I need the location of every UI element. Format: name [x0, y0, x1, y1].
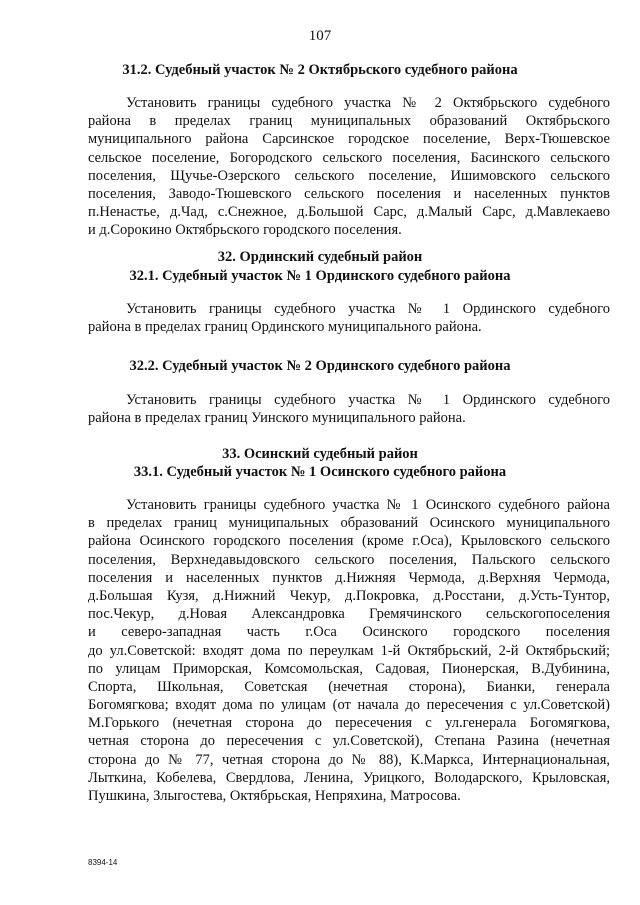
page-number: 107 — [308, 28, 332, 44]
text-line: района в пределах границ Ординского муниципального района. — [88, 319, 482, 336]
text-line: и д.Сорокино Октябрьского городского поселения. — [88, 222, 402, 239]
paragraph-32-1 — [88, 300, 610, 336]
text-line: Богомягкова; входят дома по улицам (от начала до пересечения с ул.Советской) — [88, 697, 610, 714]
text-line: и северо-западная часть г.Оса Осинского городского поселения — [88, 624, 610, 641]
text-line: по улицам Приморская, Комсомольская, Садовая, Пионерская, В.Дубинина, — [88, 660, 610, 677]
text-line: пос.Чекур, д.Новая Александровка Гремячинского сельскогопоселения — [88, 606, 610, 623]
text-line: четная сторона до пересечения с ул.Советской), Степана Разина (нечетная — [88, 733, 610, 750]
document-code: 8394-14 — [88, 858, 118, 867]
text-line: п.Ненастье, д.Чад, с.Снежное, д.Большой Сарс, д.Малый Сарс, д.Мавлекаево — [88, 204, 610, 221]
paragraph-32-2 — [88, 391, 610, 427]
text-line: Установить границы судебного участка № 1 Ординского судебного — [126, 301, 610, 317]
text-line: Установить границы судебного участка № 1 Осинского судебного района — [126, 497, 610, 513]
paragraph-31-2 — [88, 94, 610, 240]
text-line: Пушкина, Злыгостева, Октябрьская, Непряхина, Матросова. — [88, 788, 461, 804]
text-line: в пределах границ муниципальных образований Осинского муниципального — [88, 515, 610, 532]
text-line: Спорта, Школьная, Советская (нечетная сторона), Бианки, генерала — [88, 678, 610, 695]
section-heading-32-2: 32.2. Судебный участок № 2 Ординского судебного района — [129, 358, 511, 374]
text-line: поселения и населенных пунктов д.Нижняя Чермода, д.Верхняя Чермода, — [88, 569, 610, 586]
text-line: района Осинского городского поселения (кроме г.Оса), Крыловского сельского — [88, 533, 610, 550]
section-heading-31-2: 31.2. Судебный участок № 2 Октябрьского судебного района — [122, 62, 518, 78]
district-heading-33: 33. Осинский судебный район — [222, 446, 418, 462]
text-line: сельское поселение, Богородского сельского поселения, Басинского сельского — [88, 149, 610, 166]
text-line: Установить границы судебного участка № 1 Ординского судебного — [126, 392, 610, 408]
paragraph-33-1 — [88, 496, 610, 805]
text-line: д.Большая Кузя, д.Нижний Чекур, д.Покровка, д.Росстани, д.Усть-Тунтор, — [88, 587, 610, 604]
text-line: Лыткина, Кобелева, Свердлова, Ленина, Урицкого, Володарского, Крыловская, — [88, 769, 610, 786]
section-heading-32-1: 32.1. Судебный участок № 1 Ординского судебного района — [129, 268, 511, 284]
text-line: района в пределах границ Уинского муниципального района. — [88, 410, 466, 427]
text-line: Установить границы судебного участка № 2 Октябрьского судебного — [126, 95, 610, 111]
text-line: поселения, Щучье-Озерского сельского поселение, Ишимовского сельского — [88, 167, 610, 184]
district-heading-32: 32. Ординский судебный район — [217, 249, 423, 265]
text-line: до ул.Советской: входят дома по переулкам 1-й Октябрьский, 2-й Октябрьский; — [88, 642, 610, 659]
text-line: сторона до № 77, четная сторона до № 88), К.Маркса, Интернациональная, — [88, 751, 610, 768]
text-line: района в пределах границ муниципальных образований Октябрьского — [88, 113, 610, 130]
section-heading-33-1: 33.1. Судебный участок № 1 Осинского судебного района — [133, 464, 507, 480]
text-line: поселения, Заводо-Тюшевского сельского поселения и населенных пунктов — [88, 185, 610, 202]
text-line: муниципального района Сарсинское городское поселение, Верх-Тюшевское — [88, 131, 610, 148]
text-line: М.Горького (нечетная сторона до пересечения с ул.генерала Богомягкова, — [88, 715, 610, 732]
text-line: поселения, Верхнедавыдовского сельского поселения, Пальского сельского — [88, 551, 610, 568]
